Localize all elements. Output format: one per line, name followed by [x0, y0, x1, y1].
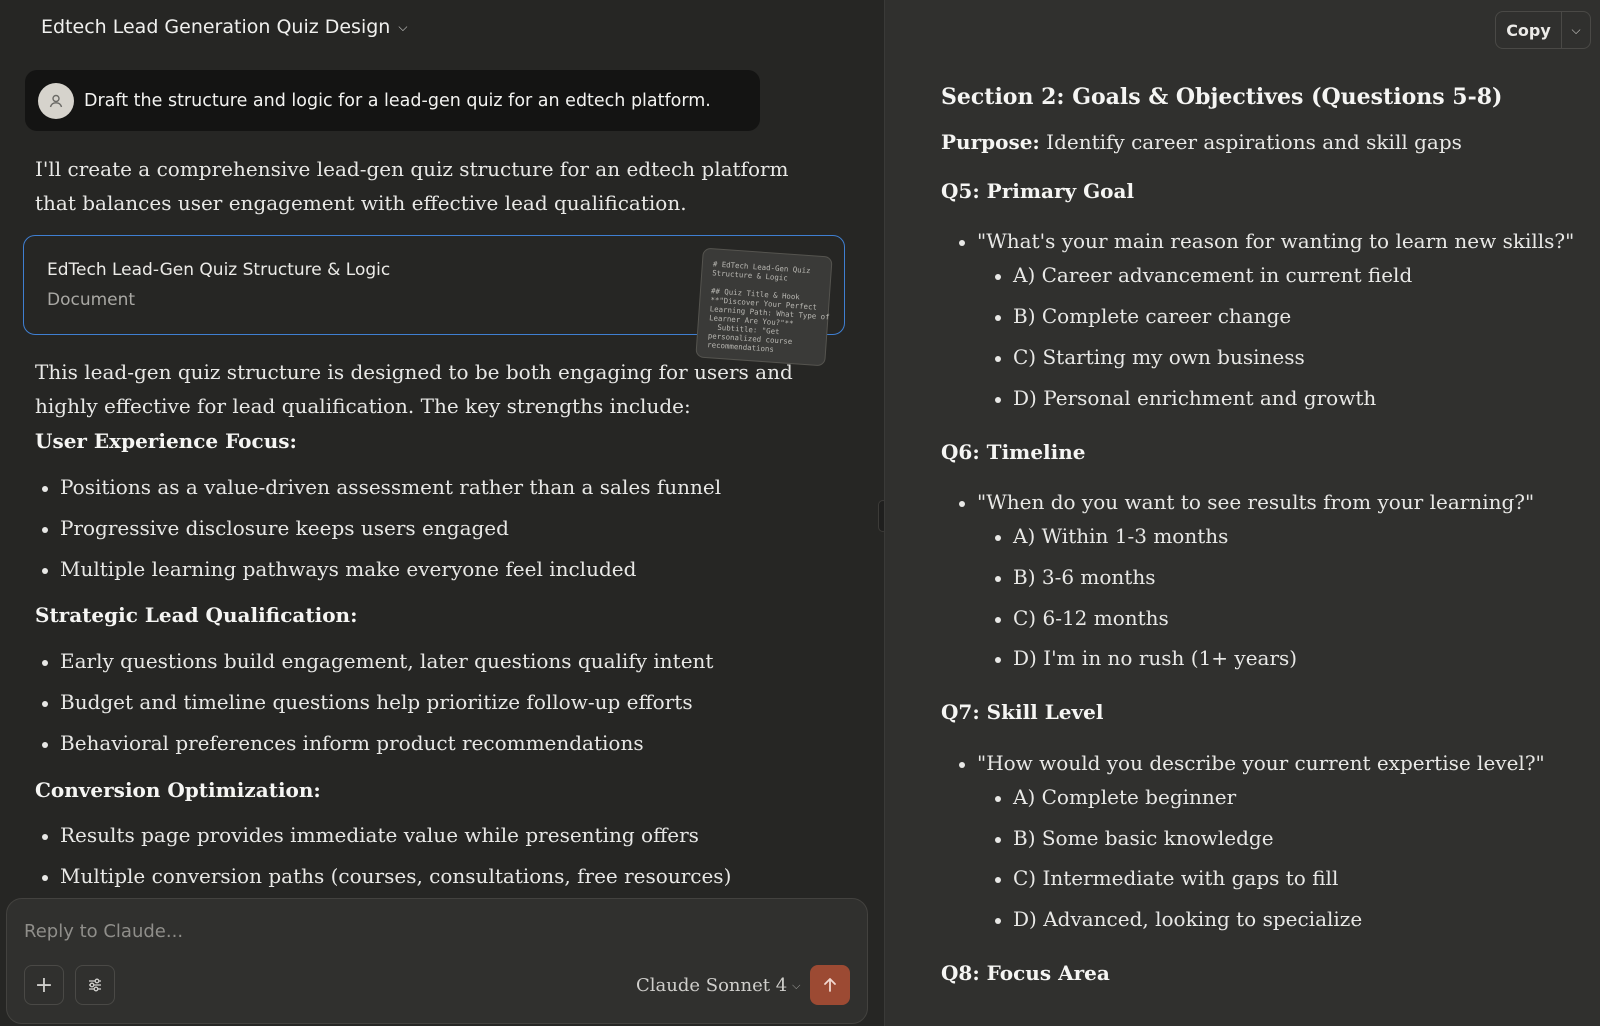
section-heading: Strategic Lead Qualification:: [35, 603, 358, 627]
assistant-intro: I'll create a comprehensive lead-gen quiz structure for an edtech platform that balances user engagement with effective lead qualification.: [35, 157, 789, 215]
sliders-icon: [87, 977, 103, 993]
user-message: [25, 70, 760, 131]
answer-option: C) Starting my own business: [1013, 345, 1305, 369]
question-heading: Q8: Focus Area: [941, 961, 1110, 985]
artifact-title: EdTech Lead-Gen Quiz Structure & Logic: [47, 260, 391, 280]
plus-icon: +: [34, 972, 54, 998]
question-prompt: "What's your main reason for wanting to learn new skills?": [977, 229, 1575, 253]
question-prompt: "When do you want to see results from your learning?": [977, 490, 1535, 514]
list-item: Results page provides immediate value while presenting offers: [60, 823, 699, 847]
artifact-kind: Document: [47, 290, 136, 310]
assistant-summary: This lead-gen quiz structure is designed to be both engaging for users and highly effective for lead qualification. The key strengths include:: [35, 360, 793, 418]
answer-option: D) Personal enrichment and growth: [1013, 386, 1377, 410]
question-heading: Q5: Primary Goal: [941, 179, 1135, 203]
chevron-down-icon: ⌵: [792, 978, 801, 992]
answer-option: A) Within 1-3 months: [1013, 524, 1229, 548]
chevron-down-icon: ⌵: [1571, 22, 1581, 37]
chat-title-dropdown[interactable]: [41, 16, 407, 38]
add-button[interactable]: [24, 965, 64, 1005]
copy-options-button[interactable]: [1562, 12, 1590, 48]
artifact-panel: [884, 0, 1600, 1026]
reply-composer: [6, 898, 868, 1024]
answer-option: C) Intermediate with gaps to fill: [1013, 866, 1339, 890]
answer-option: D) I'm in no rush (1+ years): [1013, 646, 1298, 670]
user-message-text: Draft the structure and logic for a lead-gen quiz for an edtech platform.: [84, 90, 711, 111]
section-heading: User Experience Focus:: [35, 429, 297, 453]
chevron-down-icon: ⌵: [398, 19, 408, 34]
section-heading: Conversion Optimization:: [35, 778, 321, 802]
answer-option: D) Advanced, looking to specialize: [1013, 907, 1363, 931]
copy-button-group: [1495, 11, 1591, 49]
send-button[interactable]: [810, 965, 850, 1005]
question-prompt: "How would you describe your current expertise level?": [977, 751, 1545, 775]
chat-title: Edtech Lead Generation Quiz Design: [41, 16, 391, 38]
purpose-line: [941, 130, 1462, 154]
answer-option: A) Complete beginner: [1013, 785, 1237, 809]
section-title: Section 2: Goals & Objectives (Questions 5-8): [941, 84, 1503, 110]
avatar: [38, 83, 74, 119]
answer-option: B) 3-6 months: [1013, 565, 1156, 589]
list-item: Behavioral preferences inform product recommendations: [60, 731, 644, 755]
model-name: Claude Sonnet 4: [636, 975, 788, 996]
list-item: Early questions build engagement, later questions qualify intent: [60, 649, 714, 673]
purpose-label: Purpose:: [941, 130, 1040, 154]
question-heading: Q7: Skill Level: [941, 700, 1104, 724]
artifact-thumbnail: # EdTech Lead-Gen Quiz Structure & Logic ## Quiz Title & Hook **"Discover Your Perfect Learning Path: What Type of Learner Are You?"** Subtitle: "Get personalized course recommendations: [695, 248, 832, 367]
purpose-text: Identify career aspirations and skill gaps: [1039, 130, 1462, 154]
copy-button[interactable]: Copy: [1496, 12, 1562, 48]
tools-button[interactable]: [75, 965, 115, 1005]
list-item: Budget and timeline questions help prioritize follow-up efforts: [60, 690, 693, 714]
arrow-up-icon: [821, 976, 839, 994]
list-item: Multiple learning pathways make everyone feel included: [60, 557, 637, 581]
answer-option: A) Career advancement in current field: [1013, 263, 1413, 287]
answer-option: B) Some basic knowledge: [1013, 826, 1274, 850]
list-item: Multiple conversion paths (courses, consultations, free resources): [60, 864, 732, 888]
answer-option: C) 6-12 months: [1013, 606, 1169, 630]
artifact-card[interactable]: [23, 235, 845, 354]
list-item: Positions as a value-driven assessment rather than a sales funnel: [60, 475, 722, 499]
list-item: Progressive disclosure keeps users engaged: [60, 516, 509, 540]
model-selector[interactable]: [636, 975, 801, 996]
question-heading: Q6: Timeline: [941, 440, 1086, 464]
answer-option: B) Complete career change: [1013, 304, 1292, 328]
reply-input[interactable]: Reply to Claude...: [24, 921, 184, 942]
user-icon: [48, 93, 64, 109]
